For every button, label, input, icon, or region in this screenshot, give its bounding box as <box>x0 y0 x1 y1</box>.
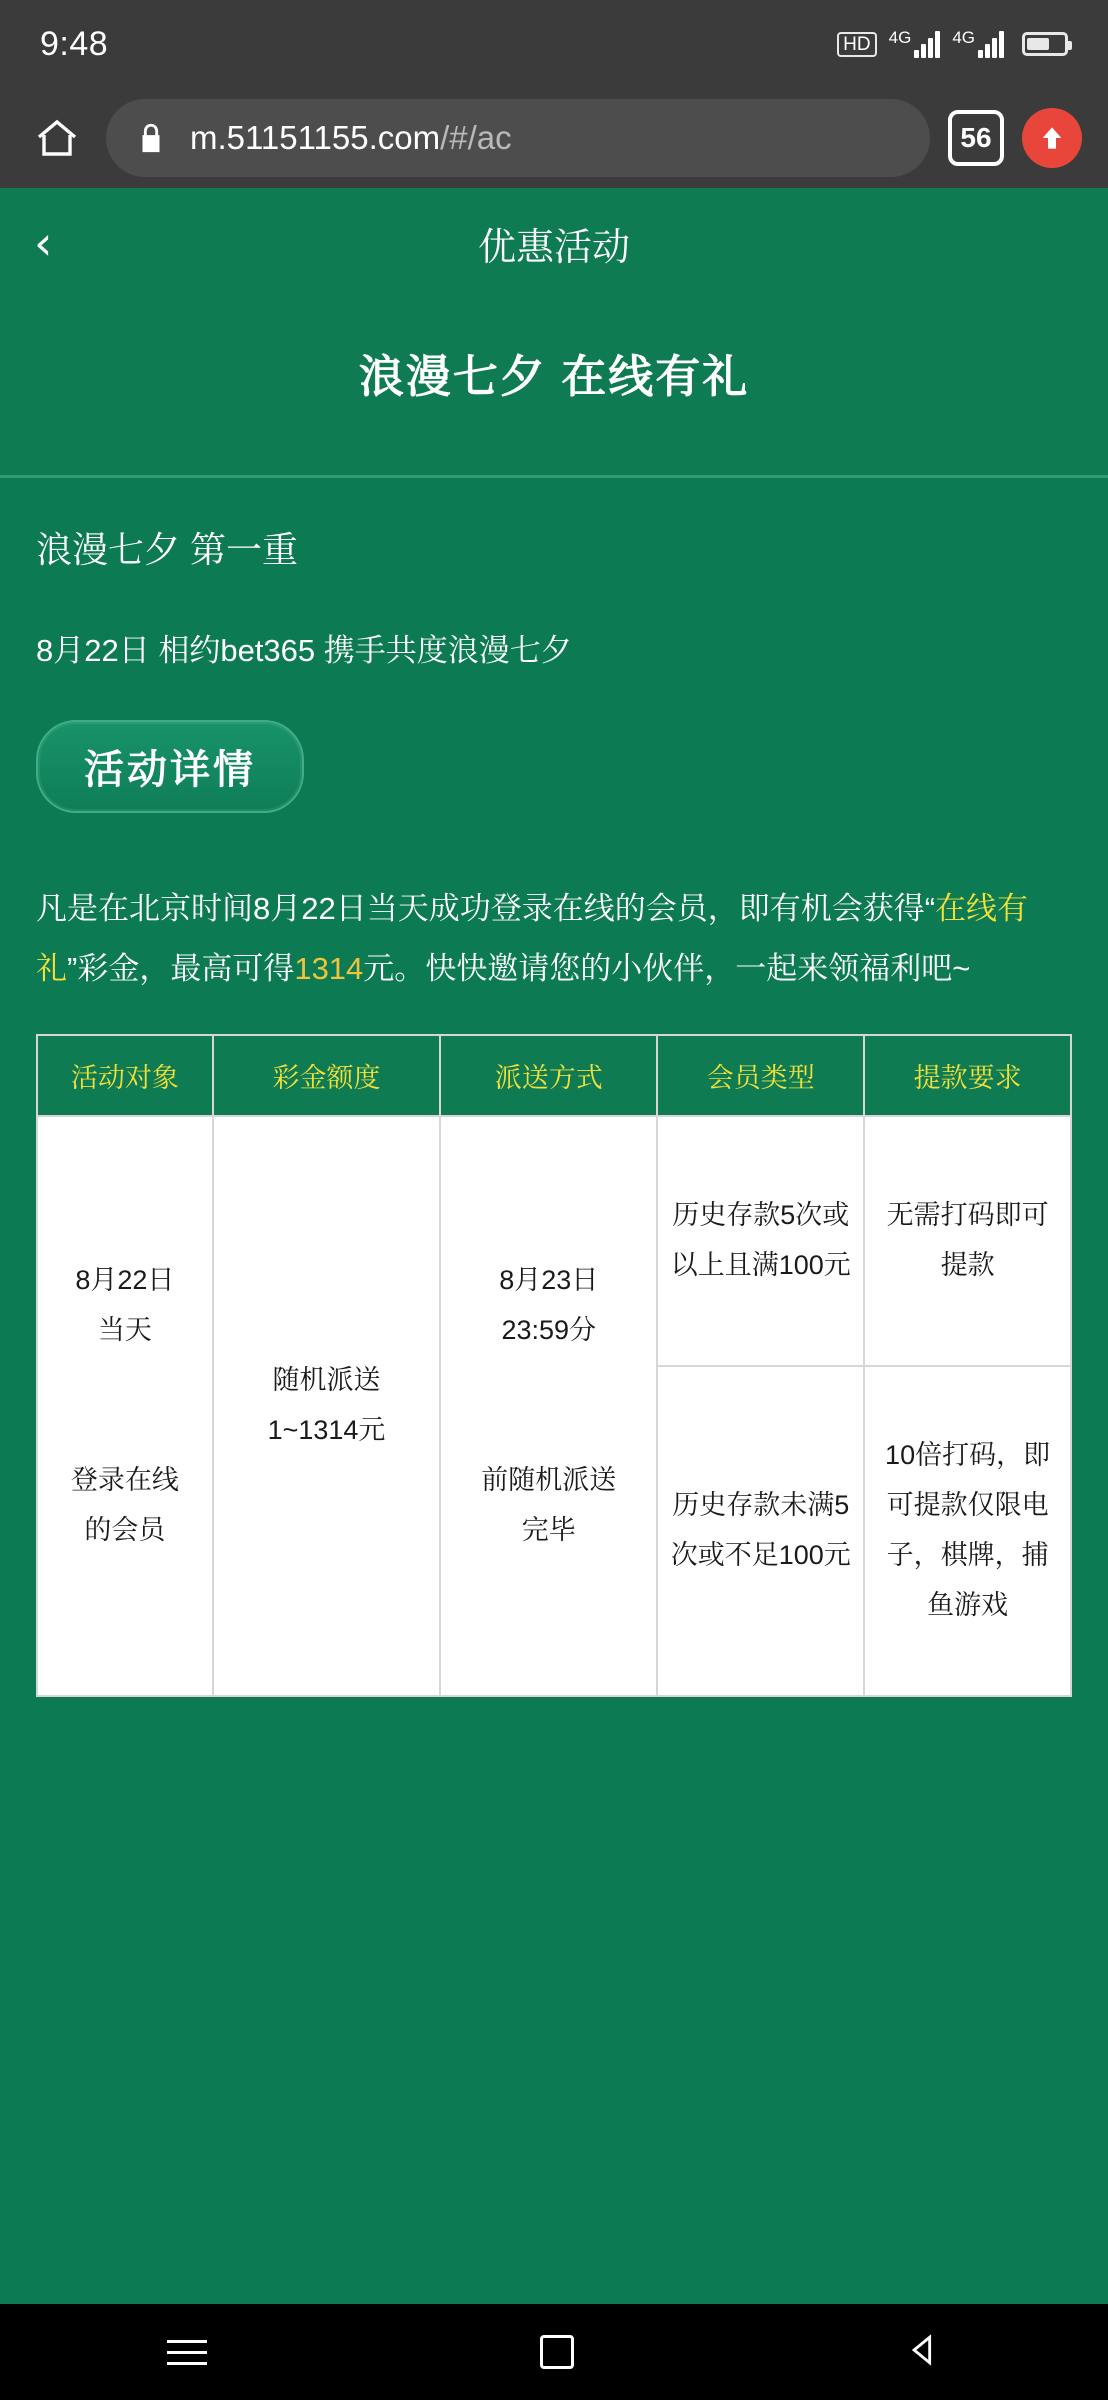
table-header-cell: 会员类型 <box>657 1035 864 1116</box>
signal-2-icon <box>952 30 1004 58</box>
back-triangle-icon[interactable] <box>907 2333 941 2372</box>
url-host: m.51151155.com <box>190 119 441 156</box>
paragraph-part-2: ”彩金，最高可得 <box>67 951 295 987</box>
android-nav-bar <box>0 2304 1108 2400</box>
section-title: 浪漫七夕 第一重 <box>36 529 299 570</box>
section-subtitle: 8月22日 相约bet365 携手共度浪漫七夕 <box>36 633 572 668</box>
signal-bars-1 <box>914 30 940 58</box>
battery-icon <box>1022 32 1068 56</box>
paragraph-highlight-2: 1314 <box>294 951 364 987</box>
table-header-cell: 派送方式 <box>440 1035 657 1116</box>
home-icon[interactable] <box>26 107 88 169</box>
table-row <box>37 1116 1071 1366</box>
home-square-icon[interactable] <box>540 2335 574 2369</box>
paragraph-part-3: 元。快快邀请您的小伙伴，一起来领福利吧~ <box>363 951 971 987</box>
promo-content <box>0 478 1108 1697</box>
banner-title: 浪漫七夕 在线有礼 <box>358 351 750 402</box>
table-cell-member-type: 历史存款5次或以上且满100元 <box>657 1116 864 1366</box>
table-cell-withdraw: 无需打码即可提款 <box>864 1116 1071 1366</box>
status-clock: 9:48 <box>40 24 109 63</box>
url-path: /#/ac <box>440 119 512 156</box>
table-cell-target: 8月22日 当天 登录在线 的会员 <box>37 1116 213 1696</box>
signal-1-icon <box>889 30 941 58</box>
table-cell-amount: 随机派送 1~1314元 <box>213 1116 440 1696</box>
network-type-label-1: 4G <box>888 28 912 47</box>
signal-bars-2 <box>978 30 1004 58</box>
table-header-cell: 提款要求 <box>864 1035 1071 1116</box>
promo-banner <box>0 298 1108 478</box>
promo-paragraph <box>36 879 1072 1000</box>
hd-voice-icon: HD <box>837 32 876 57</box>
lock-icon <box>134 121 168 155</box>
network-type-label-2: 4G <box>952 28 975 47</box>
table-header-row <box>37 1035 1071 1116</box>
table-cell-delivery: 8月23日 23:59分 前随机派送 完毕 <box>440 1116 657 1696</box>
table-header-cell: 彩金额度 <box>213 1035 440 1116</box>
upload-arrow-icon[interactable] <box>1022 108 1082 168</box>
table-header-cell: 活动对象 <box>37 1035 213 1116</box>
page-header <box>0 188 1108 298</box>
promo-table <box>36 1034 1072 1697</box>
status-bar <box>0 0 1108 88</box>
url-text <box>190 119 512 157</box>
status-icon-group <box>837 30 1068 58</box>
menu-icon[interactable] <box>167 2340 207 2365</box>
browser-toolbar <box>0 88 1108 188</box>
table-cell-withdraw: 10倍打码，即可提款仅限电子，棋牌，捕鱼游戏 <box>864 1366 1071 1696</box>
activity-detail-badge[interactable]: 活动详情 <box>36 720 304 813</box>
tab-counter-button[interactable]: 56 <box>948 110 1004 166</box>
url-bar[interactable] <box>106 99 930 177</box>
back-chevron-icon[interactable]: ‹ <box>34 216 53 270</box>
table-cell-member-type: 历史存款未满5次或不足100元 <box>657 1366 864 1696</box>
paragraph-highlight-1: 在线有礼 <box>36 891 1029 987</box>
page-title: 优惠活动 <box>477 226 630 269</box>
paragraph-part-1: 凡是在北京时间8月22日当天成功登录在线的会员，即有机会获得“ <box>36 891 936 926</box>
